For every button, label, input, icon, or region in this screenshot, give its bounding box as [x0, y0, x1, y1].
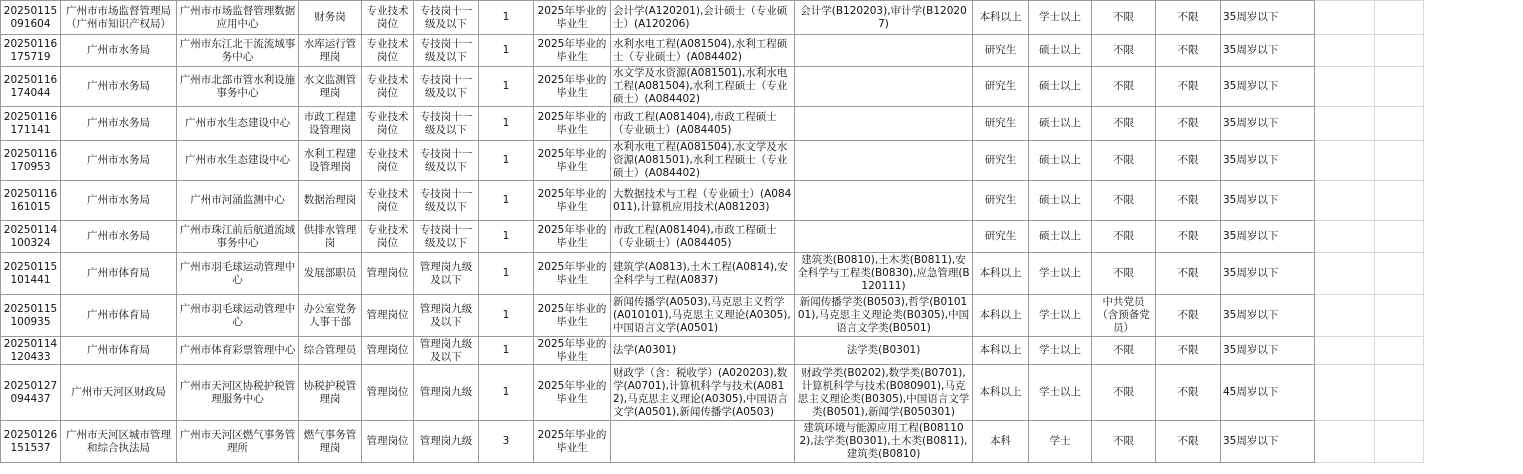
political-status-cell[interactable]: 不限	[1092, 141, 1156, 181]
degree-cell[interactable]: 硕士以上	[1029, 181, 1092, 221]
graduate-major-cell[interactable]: 水利水电工程(A081504),水文学及水资源(A081501),水利工程硕士（专业硕士）(A084402)	[611, 141, 795, 181]
employer-unit-cell[interactable]: 广州市市场监督管理数据应用中心	[177, 1, 299, 35]
hiring-count-cell[interactable]: 1	[479, 337, 534, 365]
hiring-count-cell[interactable]: 1	[479, 67, 534, 107]
post-name-cell[interactable]: 办公室党务人事干部	[299, 295, 362, 337]
education-cell[interactable]: 研究生	[973, 67, 1029, 107]
recruit-target-cell[interactable]: 2025年毕业的毕业生	[534, 421, 611, 463]
table-row	[1, 1, 1424, 35]
education-cell[interactable]: 本科以上	[973, 365, 1029, 421]
political-status-cell[interactable]: 不限	[1092, 181, 1156, 221]
employer-unit-cell[interactable]: 广州市体育彩票管理中心	[177, 337, 299, 365]
empty-cell[interactable]	[1315, 107, 1375, 141]
graduate-major-cell[interactable]: 市政工程(A081404),市政工程硕士（专业硕士）(A084405)	[611, 221, 795, 253]
degree-cell[interactable]: 学士以上	[1029, 1, 1092, 35]
post-name-cell[interactable]: 水利工程建设管理岗	[299, 141, 362, 181]
employer-unit-cell[interactable]: 广州市天河区协税护税管理服务中心	[177, 365, 299, 421]
graduate-major-cell[interactable]: 市政工程(A081404),市政工程硕士（专业硕士）(A084405)	[611, 107, 795, 141]
degree-cell[interactable]: 学士以上	[1029, 295, 1092, 337]
post-category-cell[interactable]: 专业技术岗位	[362, 141, 414, 181]
undergraduate-major-cell[interactable]: 财政学类(B0202),数学类(B0701),计算机科学与技术(B080901),马克思主义理论类(B0305),中国语言文学类(B0501),新闻学(B050301)	[795, 365, 973, 421]
other-requirement-cell[interactable]: 不限	[1156, 295, 1221, 337]
empty-cell[interactable]	[1315, 421, 1375, 463]
other-requirement-cell[interactable]: 不限	[1156, 141, 1221, 181]
hiring-count-cell[interactable]: 1	[479, 35, 534, 67]
political-status-cell[interactable]: 不限	[1092, 107, 1156, 141]
empty-cell[interactable]	[1375, 141, 1424, 181]
recruit-target-cell[interactable]: 2025年毕业的毕业生	[534, 67, 611, 107]
post-grade-cell[interactable]: 管理岗九级	[414, 421, 479, 463]
undergraduate-major-cell[interactable]	[795, 141, 973, 181]
job-code-cell[interactable]: 20250116175719	[1, 35, 61, 67]
political-status-cell[interactable]: 不限	[1092, 221, 1156, 253]
empty-cell[interactable]	[1375, 67, 1424, 107]
post-grade-cell[interactable]: 管理岗九级及以下	[414, 337, 479, 365]
degree-cell[interactable]: 硕士以上	[1029, 67, 1092, 107]
graduate-major-cell[interactable]: 会计学(A120201),会计硕士（专业硕士）(A120206)	[611, 1, 795, 35]
undergraduate-major-cell[interactable]	[795, 67, 973, 107]
recruit-target-cell[interactable]: 2025年毕业的毕业生	[534, 181, 611, 221]
political-status-cell[interactable]: 不限	[1092, 337, 1156, 365]
graduate-major-cell[interactable]: 大数据技术与工程（专业硕士）(A084011),计算机应用技术(A081203)	[611, 181, 795, 221]
education-cell[interactable]: 本科	[973, 421, 1029, 463]
undergraduate-major-cell[interactable]	[795, 221, 973, 253]
post-name-cell[interactable]: 燃气事务管理岗	[299, 421, 362, 463]
post-name-cell[interactable]: 发展部职员	[299, 253, 362, 295]
post-name-cell[interactable]: 数据治理岗	[299, 181, 362, 221]
hiring-count-cell[interactable]: 1	[479, 181, 534, 221]
empty-cell[interactable]	[1315, 253, 1375, 295]
hiring-count-cell[interactable]: 3	[479, 421, 534, 463]
post-category-cell[interactable]: 专业技术岗位	[362, 107, 414, 141]
hiring-count-cell[interactable]: 1	[479, 253, 534, 295]
empty-cell[interactable]	[1375, 221, 1424, 253]
degree-cell[interactable]: 学士以上	[1029, 365, 1092, 421]
job-code-cell[interactable]: 20250116171141	[1, 107, 61, 141]
graduate-major-cell[interactable]: 法学(A0301)	[611, 337, 795, 365]
job-code-cell[interactable]: 20250126151537	[1, 421, 61, 463]
empty-cell[interactable]	[1315, 295, 1375, 337]
post-grade-cell[interactable]: 专技岗十一级及以下	[414, 181, 479, 221]
recruit-target-cell[interactable]: 2025年毕业的毕业生	[534, 253, 611, 295]
graduate-major-cell[interactable]: 建筑学(A0813),土木工程(A0814),安全科学与工程(A0837)	[611, 253, 795, 295]
empty-cell[interactable]	[1315, 1, 1375, 35]
age-limit-cell[interactable]: 35周岁以下	[1221, 337, 1315, 365]
employer-unit-cell[interactable]: 广州市羽毛球运动管理中心	[177, 295, 299, 337]
hiring-count-cell[interactable]: 1	[479, 107, 534, 141]
political-status-cell[interactable]: 不限	[1092, 35, 1156, 67]
table-row	[1, 253, 1424, 295]
post-name-cell[interactable]: 水文监测管理岗	[299, 67, 362, 107]
employer-unit-cell[interactable]: 广州市天河区燃气事务管理所	[177, 421, 299, 463]
empty-cell[interactable]	[1375, 365, 1424, 421]
empty-cell[interactable]	[1315, 141, 1375, 181]
department-cell[interactable]: 广州市体育局	[61, 295, 177, 337]
post-category-cell[interactable]: 专业技术岗位	[362, 35, 414, 67]
degree-cell[interactable]: 学士	[1029, 421, 1092, 463]
job-code-cell[interactable]: 20250114100324	[1, 221, 61, 253]
department-cell[interactable]: 广州市水务局	[61, 35, 177, 67]
empty-cell[interactable]	[1375, 107, 1424, 141]
other-requirement-cell[interactable]: 不限	[1156, 107, 1221, 141]
age-limit-cell[interactable]: 45周岁以下	[1221, 365, 1315, 421]
empty-cell[interactable]	[1375, 181, 1424, 221]
undergraduate-major-cell[interactable]: 建筑环境与能源应用工程(B081102),法学类(B0301),土木类(B0811),建筑类(B0810)	[795, 421, 973, 463]
education-cell[interactable]: 本科以上	[973, 295, 1029, 337]
hiring-count-cell[interactable]: 1	[479, 141, 534, 181]
department-cell[interactable]: 广州市天河区财政局	[61, 365, 177, 421]
other-requirement-cell[interactable]: 不限	[1156, 421, 1221, 463]
post-grade-cell[interactable]: 专技岗十一级及以下	[414, 1, 479, 35]
employer-unit-cell[interactable]: 广州市水生态建设中心	[177, 107, 299, 141]
employer-unit-cell[interactable]: 广州市珠江前后航道流域事务中心	[177, 221, 299, 253]
education-cell[interactable]: 本科以上	[973, 337, 1029, 365]
age-limit-cell[interactable]: 35周岁以下	[1221, 181, 1315, 221]
graduate-major-cell[interactable]: 新闻传播学(A0503),马克思主义哲学(A010101),马克思主义理论(A0305),中国语言文学(A0501)	[611, 295, 795, 337]
age-limit-cell[interactable]: 35周岁以下	[1221, 35, 1315, 67]
post-category-cell[interactable]: 管理岗位	[362, 253, 414, 295]
post-category-cell[interactable]: 专业技术岗位	[362, 181, 414, 221]
table-row	[1, 181, 1424, 221]
graduate-major-cell[interactable]	[611, 421, 795, 463]
post-name-cell[interactable]: 水库运行管理岗	[299, 35, 362, 67]
undergraduate-major-cell[interactable]	[795, 181, 973, 221]
department-cell[interactable]: 广州市市场监督管理局（广州市知识产权局）	[61, 1, 177, 35]
empty-cell[interactable]	[1315, 365, 1375, 421]
job-code-cell[interactable]: 20250116161015	[1, 181, 61, 221]
table-body	[1, 1, 1424, 463]
table-row	[1, 337, 1424, 365]
recruit-target-cell[interactable]: 2025年毕业的毕业生	[534, 221, 611, 253]
education-cell[interactable]: 研究生	[973, 35, 1029, 67]
degree-cell[interactable]: 硕士以上	[1029, 35, 1092, 67]
education-cell[interactable]: 研究生	[973, 141, 1029, 181]
department-cell[interactable]: 广州市水务局	[61, 221, 177, 253]
undergraduate-major-cell[interactable]: 建筑类(B0810),土木类(B0811),安全科学与工程类(B0830),应急管理(B120111)	[795, 253, 973, 295]
age-limit-cell[interactable]: 35周岁以下	[1221, 1, 1315, 35]
age-limit-cell[interactable]: 35周岁以下	[1221, 421, 1315, 463]
education-cell[interactable]: 研究生	[973, 221, 1029, 253]
degree-cell[interactable]: 硕士以上	[1029, 107, 1092, 141]
table-row	[1, 365, 1424, 421]
table-row	[1, 421, 1424, 463]
job-code-cell[interactable]: 20250115101441	[1, 253, 61, 295]
job-code-cell[interactable]: 20250115100935	[1, 295, 61, 337]
undergraduate-major-cell[interactable]	[795, 107, 973, 141]
age-limit-cell[interactable]: 35周岁以下	[1221, 107, 1315, 141]
empty-cell[interactable]	[1315, 67, 1375, 107]
empty-cell[interactable]	[1315, 35, 1375, 67]
job-code-cell[interactable]: 20250114120433	[1, 337, 61, 365]
graduate-major-cell[interactable]: 水文学及水资源(A081501),水利水电工程(A081504),水利工程硕士（专业硕士）(A084402)	[611, 67, 795, 107]
empty-cell[interactable]	[1375, 295, 1424, 337]
empty-cell[interactable]	[1375, 421, 1424, 463]
undergraduate-major-cell[interactable]	[795, 35, 973, 67]
post-category-cell[interactable]: 管理岗位	[362, 295, 414, 337]
recruit-target-cell[interactable]: 2025年毕业的毕业生	[534, 295, 611, 337]
recruit-target-cell[interactable]: 2025年毕业的毕业生	[534, 107, 611, 141]
empty-cell[interactable]	[1375, 337, 1424, 365]
education-cell[interactable]: 研究生	[973, 107, 1029, 141]
hiring-count-cell[interactable]: 1	[479, 221, 534, 253]
graduate-major-cell[interactable]: 水利水电工程(A081504),水利工程硕士（专业硕士）(A084402)	[611, 35, 795, 67]
undergraduate-major-cell[interactable]: 会计学(B120203),审计学(B120207)	[795, 1, 973, 35]
post-category-cell[interactable]: 管理岗位	[362, 421, 414, 463]
post-name-cell[interactable]: 供排水管理岗	[299, 221, 362, 253]
other-requirement-cell[interactable]: 不限	[1156, 365, 1221, 421]
recruit-target-cell[interactable]: 2025年毕业的毕业生	[534, 1, 611, 35]
hiring-count-cell[interactable]: 1	[479, 295, 534, 337]
political-status-cell[interactable]: 不限	[1092, 421, 1156, 463]
age-limit-cell[interactable]: 35周岁以下	[1221, 141, 1315, 181]
post-name-cell[interactable]: 财务岗	[299, 1, 362, 35]
degree-cell[interactable]: 学士以上	[1029, 253, 1092, 295]
department-cell[interactable]: 广州市体育局	[61, 253, 177, 295]
other-requirement-cell[interactable]: 不限	[1156, 67, 1221, 107]
post-category-cell[interactable]: 专业技术岗位	[362, 67, 414, 107]
post-grade-cell[interactable]: 专技岗十一级及以下	[414, 141, 479, 181]
other-requirement-cell[interactable]: 不限	[1156, 221, 1221, 253]
employer-unit-cell[interactable]: 广州市河涌监测中心	[177, 181, 299, 221]
education-cell[interactable]: 本科以上	[973, 1, 1029, 35]
post-grade-cell[interactable]: 管理岗九级及以下	[414, 253, 479, 295]
age-limit-cell[interactable]: 35周岁以下	[1221, 253, 1315, 295]
political-status-cell[interactable]: 不限	[1092, 365, 1156, 421]
recruit-target-cell[interactable]: 2025年毕业的毕业生	[534, 35, 611, 67]
post-category-cell[interactable]: 管理岗位	[362, 337, 414, 365]
department-cell[interactable]: 广州市水务局	[61, 141, 177, 181]
education-cell[interactable]: 研究生	[973, 181, 1029, 221]
department-cell[interactable]: 广州市水务局	[61, 181, 177, 221]
empty-cell[interactable]	[1315, 221, 1375, 253]
other-requirement-cell[interactable]: 不限	[1156, 253, 1221, 295]
degree-cell[interactable]: 硕士以上	[1029, 141, 1092, 181]
employer-unit-cell[interactable]: 广州市北部市管水利设施事务中心	[177, 67, 299, 107]
age-limit-cell[interactable]: 35周岁以下	[1221, 221, 1315, 253]
employer-unit-cell[interactable]: 广州市羽毛球运动管理中心	[177, 253, 299, 295]
post-name-cell[interactable]: 市政工程建设管理岗	[299, 107, 362, 141]
other-requirement-cell[interactable]: 不限	[1156, 35, 1221, 67]
table-row	[1, 295, 1424, 337]
undergraduate-major-cell[interactable]: 法学类(B0301)	[795, 337, 973, 365]
job-code-cell[interactable]: 20250116170953	[1, 141, 61, 181]
recruit-target-cell[interactable]: 2025年毕业的毕业生	[534, 141, 611, 181]
political-status-cell[interactable]: 不限	[1092, 1, 1156, 35]
other-requirement-cell[interactable]: 不限	[1156, 337, 1221, 365]
table-row	[1, 221, 1424, 253]
department-cell[interactable]: 广州市水务局	[61, 107, 177, 141]
education-cell[interactable]: 本科以上	[973, 253, 1029, 295]
department-cell[interactable]: 广州市水务局	[61, 67, 177, 107]
other-requirement-cell[interactable]: 不限	[1156, 181, 1221, 221]
degree-cell[interactable]: 硕士以上	[1029, 221, 1092, 253]
post-grade-cell[interactable]: 专技岗十一级及以下	[414, 107, 479, 141]
post-name-cell[interactable]: 协税护税管理岗	[299, 365, 362, 421]
post-category-cell[interactable]: 管理岗位	[362, 365, 414, 421]
table-row	[1, 67, 1424, 107]
political-status-cell[interactable]: 中共党员（含预备党员）	[1092, 295, 1156, 337]
political-status-cell[interactable]: 不限	[1092, 253, 1156, 295]
other-requirement-cell[interactable]: 不限	[1156, 1, 1221, 35]
post-name-cell[interactable]: 综合管理员	[299, 337, 362, 365]
empty-cell[interactable]	[1375, 253, 1424, 295]
empty-cell[interactable]	[1375, 1, 1424, 35]
employer-unit-cell[interactable]: 广州市东江北干流流域事务中心	[177, 35, 299, 67]
post-grade-cell[interactable]: 管理岗九级及以下	[414, 295, 479, 337]
empty-cell[interactable]	[1315, 181, 1375, 221]
employer-unit-cell[interactable]: 广州市水生态建设中心	[177, 141, 299, 181]
job-code-cell[interactable]: 20250116174044	[1, 67, 61, 107]
job-code-cell[interactable]: 20250115091604	[1, 1, 61, 35]
hiring-count-cell[interactable]: 1	[479, 1, 534, 35]
degree-cell[interactable]: 学士以上	[1029, 337, 1092, 365]
recruit-target-cell[interactable]: 2025年毕业的毕业生	[534, 337, 611, 365]
department-cell[interactable]: 广州市天河区城市管理和综合执法局	[61, 421, 177, 463]
political-status-cell[interactable]: 不限	[1092, 67, 1156, 107]
post-grade-cell[interactable]: 管理岗九级	[414, 365, 479, 421]
empty-cell[interactable]	[1375, 35, 1424, 67]
undergraduate-major-cell[interactable]: 新闻传播学类(B0503),哲学(B010101),马克思主义理论类(B0305),中国语言文学类(B0501)	[795, 295, 973, 337]
post-grade-cell[interactable]: 专技岗十一级及以下	[414, 67, 479, 107]
graduate-major-cell[interactable]: 财政学（含：税收学）(A020203),数学(A0701),计算机科学与技术(A0812),马克思主义理论(A0305),中国语言文学(A0501),新闻传播学(A0503)	[611, 365, 795, 421]
empty-cell[interactable]	[1315, 337, 1375, 365]
recruit-target-cell[interactable]: 2025年毕业的毕业生	[534, 365, 611, 421]
department-cell[interactable]: 广州市体育局	[61, 337, 177, 365]
table-row	[1, 107, 1424, 141]
post-category-cell[interactable]: 专业技术岗位	[362, 1, 414, 35]
age-limit-cell[interactable]: 35周岁以下	[1221, 67, 1315, 107]
table-row	[1, 35, 1424, 67]
post-grade-cell[interactable]: 专技岗十一级及以下	[414, 35, 479, 67]
table-row	[1, 141, 1424, 181]
age-limit-cell[interactable]: 35周岁以下	[1221, 295, 1315, 337]
job-code-cell[interactable]: 20250127094437	[1, 365, 61, 421]
hiring-count-cell[interactable]: 1	[479, 365, 534, 421]
post-grade-cell[interactable]: 专技岗十一级及以下	[414, 221, 479, 253]
post-category-cell[interactable]: 专业技术岗位	[362, 221, 414, 253]
